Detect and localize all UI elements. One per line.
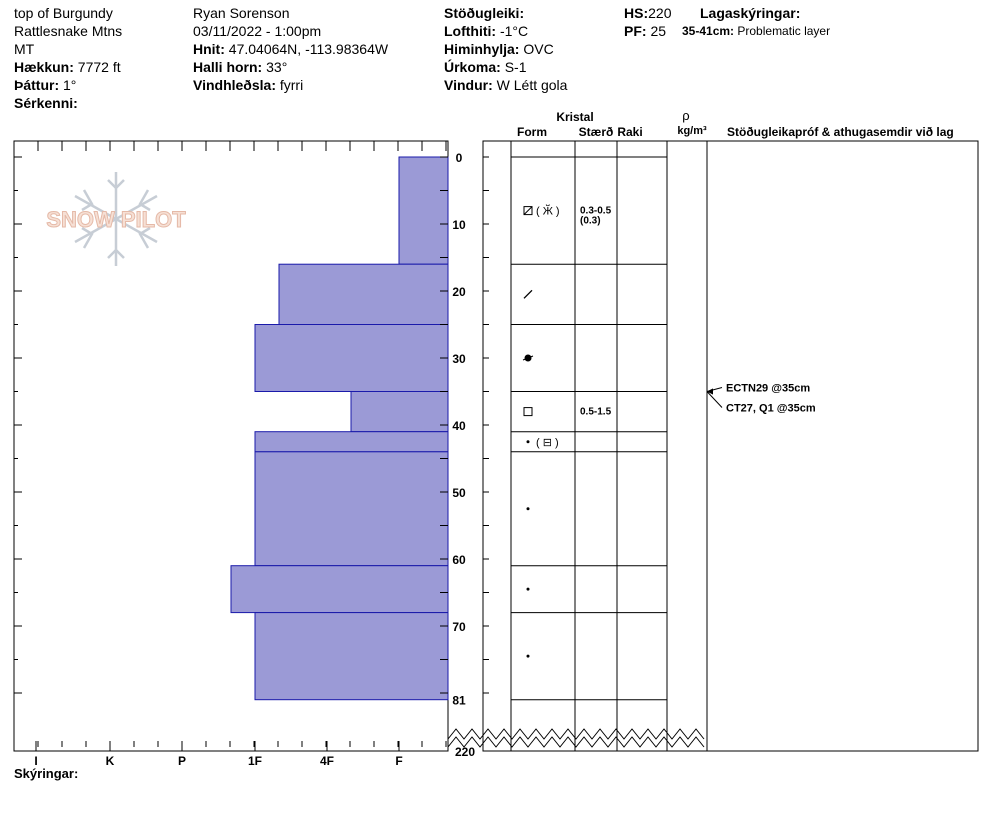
depth-label-60: 60 <box>452 553 466 567</box>
windload-value: fyrri <box>279 77 304 93</box>
hardness-bar-6 <box>231 566 448 613</box>
crystal-form-fc <box>524 408 532 416</box>
sky-value: OVC <box>523 41 554 57</box>
wind-row: Vindur: W Létt gola <box>444 77 568 93</box>
depth-label-50: 50 <box>452 486 466 500</box>
crystal-form-mf <box>523 355 533 362</box>
crystal-form-df <box>524 290 532 298</box>
slope-value: 33° <box>266 59 288 75</box>
rounded-grain-icon <box>527 588 530 591</box>
col-form: Form <box>517 125 547 139</box>
windload-row: Vindhleðsla: fyrri <box>193 77 304 93</box>
hardness-label-P: P <box>177 754 187 768</box>
airtemp-row: Lofthiti: -1°C <box>444 23 529 39</box>
hs-value: 220 <box>648 5 672 21</box>
hardness-bar-4 <box>255 432 448 452</box>
hardness-bar-5 <box>255 452 448 566</box>
observation-datetime: 03/11/2022 - 1:00pm <box>193 23 322 39</box>
crystal-form-rgfcxr <box>527 437 559 449</box>
wind-value: W Létt gola <box>496 77 568 93</box>
rounded-grain-icon <box>527 655 530 658</box>
airtemp-value: -1°C <box>499 23 529 39</box>
crystal-form-rg <box>527 507 530 510</box>
pf-value: 25 <box>650 23 667 39</box>
features-row: Sérkenni: <box>14 95 78 111</box>
crystal-size-avg: (0.3) <box>580 215 601 227</box>
hardness-bar-7 <box>255 613 448 700</box>
col-crystal: Kristal <box>556 110 594 124</box>
crystal-symbols <box>523 205 612 658</box>
col-density-unit: kg/m³ <box>677 125 707 137</box>
decomposing-fragments-icon <box>524 290 532 298</box>
test-pointer <box>707 392 722 408</box>
elevation-value: 7772 ft <box>77 59 121 75</box>
crystal-form-fcxrdh <box>524 205 560 218</box>
depth-label-40: 40 <box>452 419 466 433</box>
precip-row: Úrkoma: S-1 <box>444 59 527 75</box>
depth-label-0: 0 <box>455 151 463 165</box>
depth-bottom-label: 220 <box>455 745 476 759</box>
test-arrow-icon <box>707 389 713 395</box>
faceted-rounded-slash <box>524 207 532 215</box>
col-tests: Stöðugleikapróf & athugasemdir við lag <box>727 125 954 139</box>
stability-row: Stöðugleiki: <box>444 5 525 21</box>
faceted-rounded-secondary: ( ⊟ ) <box>536 436 559 449</box>
layer-note-text: Problematic layer <box>737 24 831 38</box>
depth-hoar-secondary: ( Ӂ ) <box>536 205 560 218</box>
hardness-label-4F: 4F <box>319 754 335 768</box>
slope-row: Halli horn: 33° <box>193 59 288 75</box>
hardness-bar-0 <box>399 157 448 264</box>
hardness-scale <box>34 741 402 768</box>
pf-row: PF: 25 <box>624 23 667 39</box>
crystal-form-rg <box>527 655 530 658</box>
coords-row: Hnit: 47.04064N, -113.98364W <box>193 41 389 57</box>
crystal-form-rg <box>527 588 530 591</box>
location-state: MT <box>14 41 35 57</box>
crystal-size: 0.3-0.5 <box>580 205 612 217</box>
test-result-0: ECTN29 @35cm <box>726 382 811 395</box>
crystal-size: 0.5-1.5 <box>580 406 612 418</box>
precip-value: S-1 <box>504 59 527 75</box>
table-layer-lines <box>511 157 667 700</box>
col-moisture: Raki <box>617 125 643 139</box>
legend-label: Skýringar: <box>14 766 79 781</box>
faceted-crystal-icon <box>524 408 532 416</box>
col-rho: ρ <box>682 108 690 123</box>
hardness-label-K: K <box>105 754 115 768</box>
hardness-bar-1 <box>279 264 448 324</box>
hardness-bar-3 <box>351 392 448 432</box>
layer-note-range: 35-41cm: <box>682 24 735 38</box>
col-size: Stærð <box>578 125 614 139</box>
coords-value: 47.04064N, -113.98364W <box>228 41 389 57</box>
observer-name: Ryan Sorenson <box>193 5 290 21</box>
depth-label-20: 20 <box>452 285 466 299</box>
hs-row: HS:220 <box>624 5 672 21</box>
depth-label-30: 30 <box>452 352 466 366</box>
elevation-row: Hækkun: 7772 ft <box>14 59 121 75</box>
hardness-label-F: F <box>395 754 403 768</box>
aspect-row: Þáttur: 1° <box>14 77 77 93</box>
layer-notes-title: Lagaskýringar: <box>700 5 801 21</box>
location-name: top of Burgundy <box>14 5 113 21</box>
location-range: Rattlesnake Mtns <box>14 23 123 39</box>
snowpilot-logo <box>46 172 186 266</box>
hardness-label-1F: 1F <box>247 754 263 768</box>
depth-label-70: 70 <box>452 620 466 634</box>
hardness-label-I: I <box>34 754 38 768</box>
depth-break-top <box>448 729 704 739</box>
depth-label-10: 10 <box>452 218 466 232</box>
aspect-value: 1° <box>63 77 77 93</box>
rounded-grain-icon <box>527 507 530 510</box>
test-result-1: CT27, Q1 @35cm <box>726 402 816 415</box>
stability-tests <box>707 383 816 415</box>
hardness-layers <box>231 157 448 700</box>
logo-text: SNOW PILOT <box>46 207 186 232</box>
depth-label-81: 81 <box>452 693 466 708</box>
sky-row: Himinhylja: OVC <box>444 41 554 57</box>
hardness-bar-2 <box>255 325 448 392</box>
rounded-grain-icon <box>527 440 530 443</box>
